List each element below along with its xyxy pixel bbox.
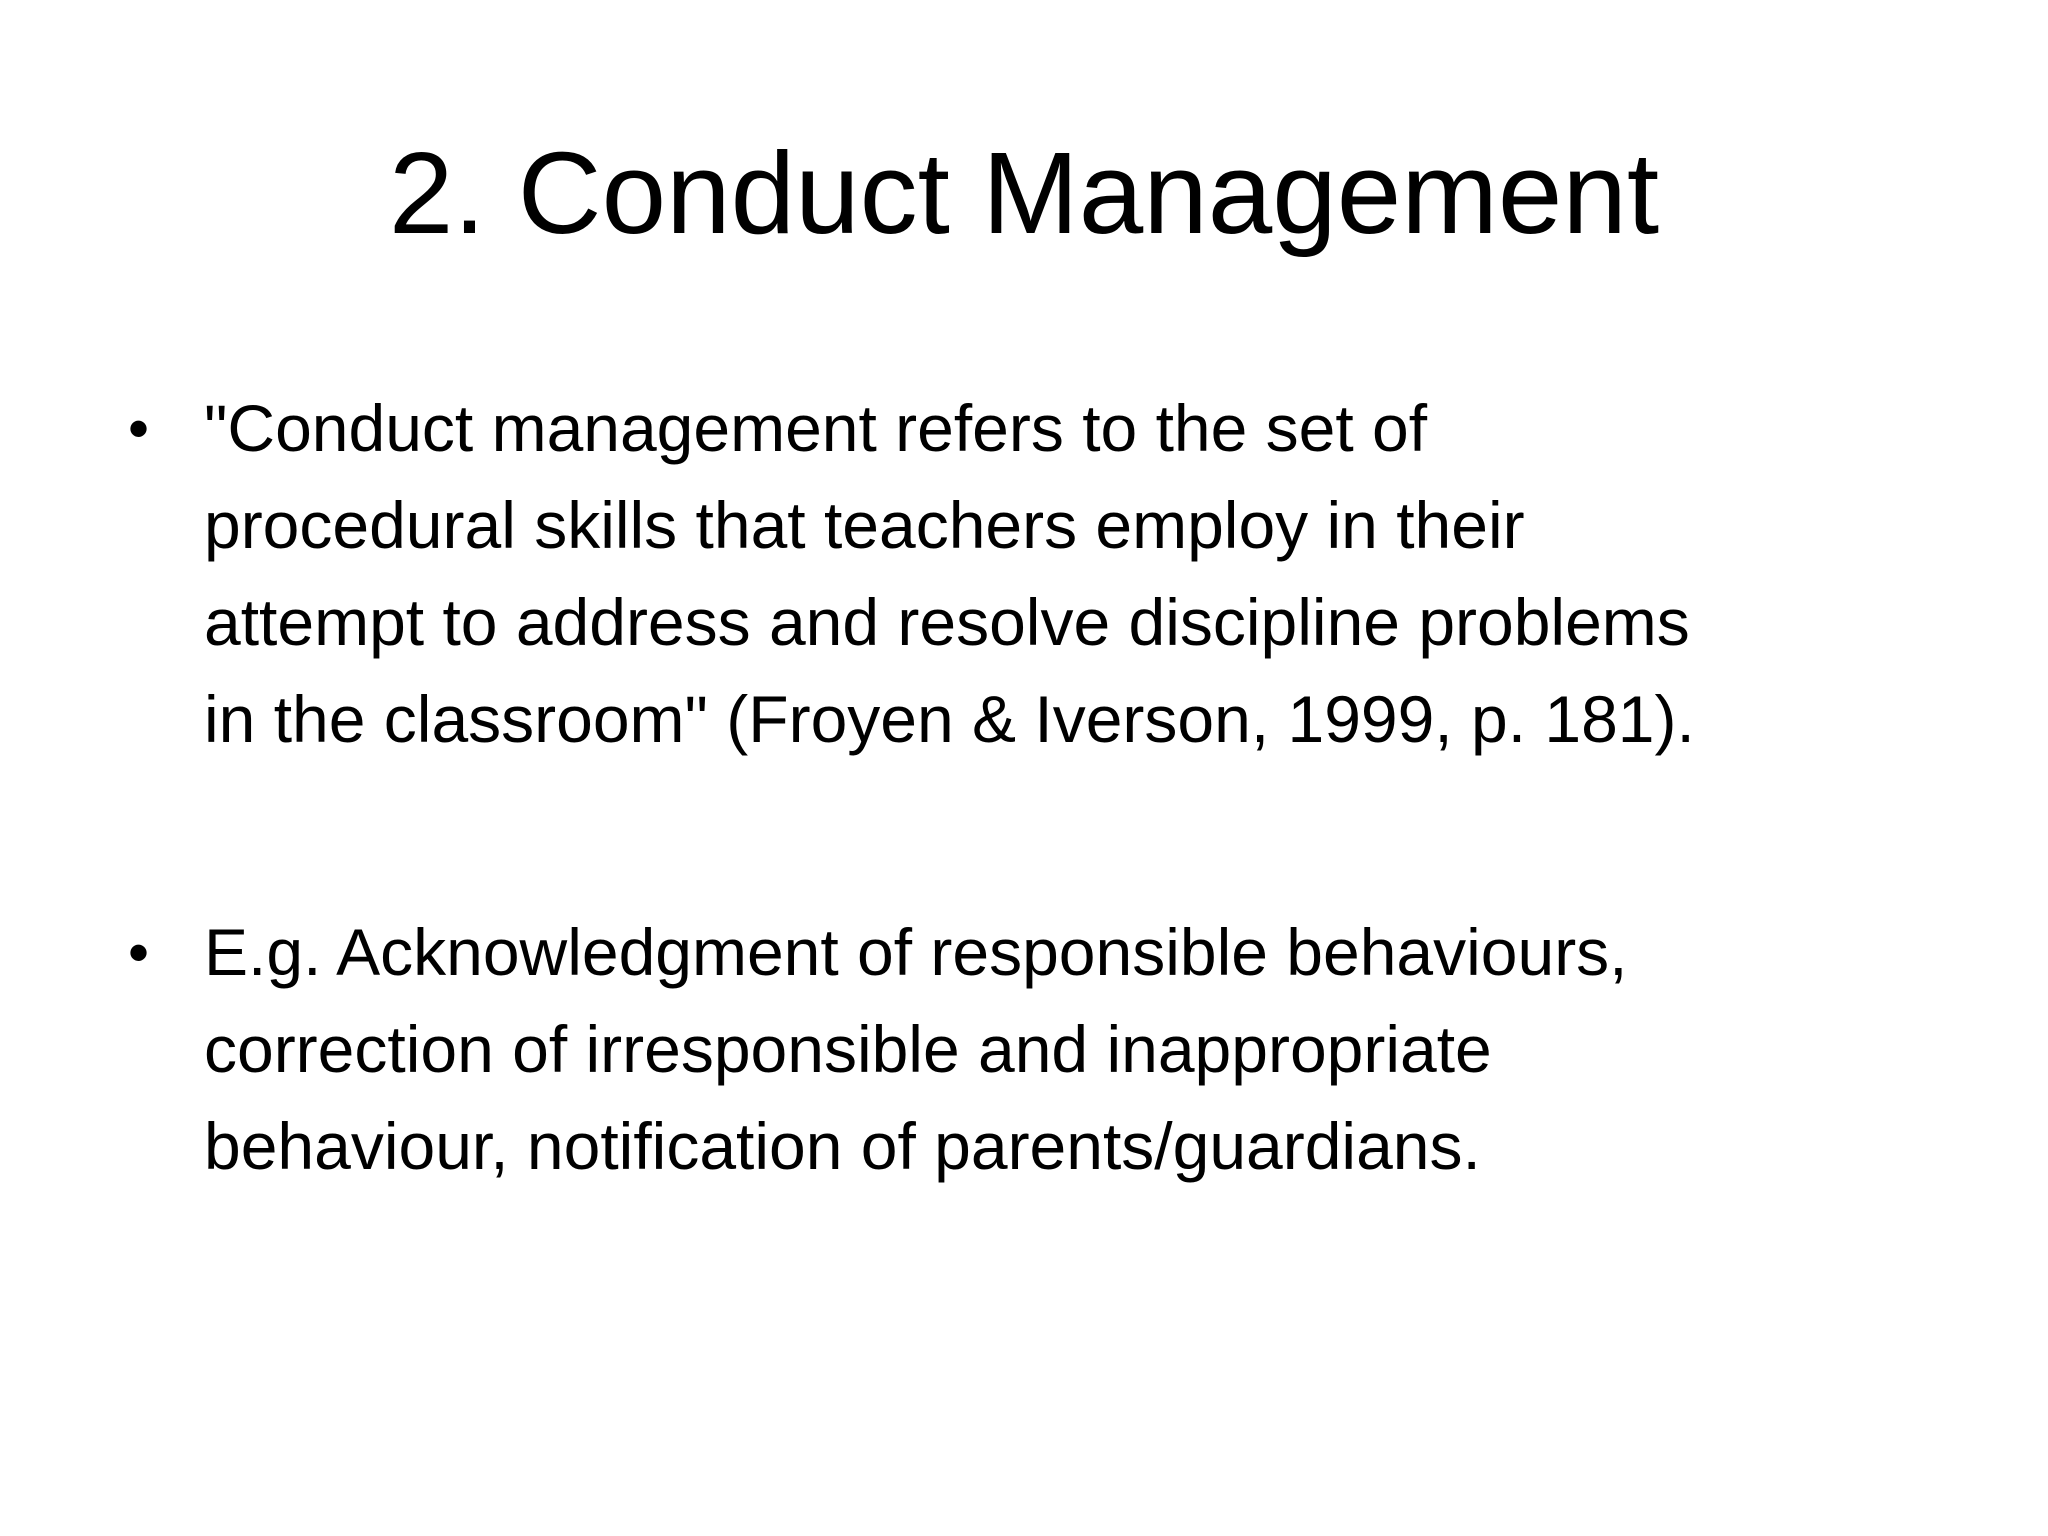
- bullet-line: correction of irresponsible and inappropriate: [204, 1012, 1492, 1086]
- bullet-line: "Conduct management refers to the set of: [204, 391, 1428, 465]
- bullet-item-definition: [120, 380, 1920, 768]
- bullet-item-example: [120, 904, 1920, 1195]
- bullet-line: behaviour, notification of parents/guardians.: [204, 1109, 1481, 1183]
- bullet-dot-icon: •: [128, 395, 150, 462]
- bullet-list: [120, 380, 1920, 1331]
- bullet-line: attempt to address and resolve discipline problems: [204, 585, 1690, 659]
- bullet-line: in the classroom" (Froyen & Iverson, 1999, p. 181).: [204, 682, 1695, 756]
- slide-title: 2. Conduct Management: [388, 128, 1660, 258]
- bullet-dot-icon: •: [128, 919, 150, 986]
- bullet-line: procedural skills that teachers employ in their: [204, 488, 1525, 562]
- bullet-line: E.g. Acknowledgment of responsible behaviours,: [204, 915, 1628, 989]
